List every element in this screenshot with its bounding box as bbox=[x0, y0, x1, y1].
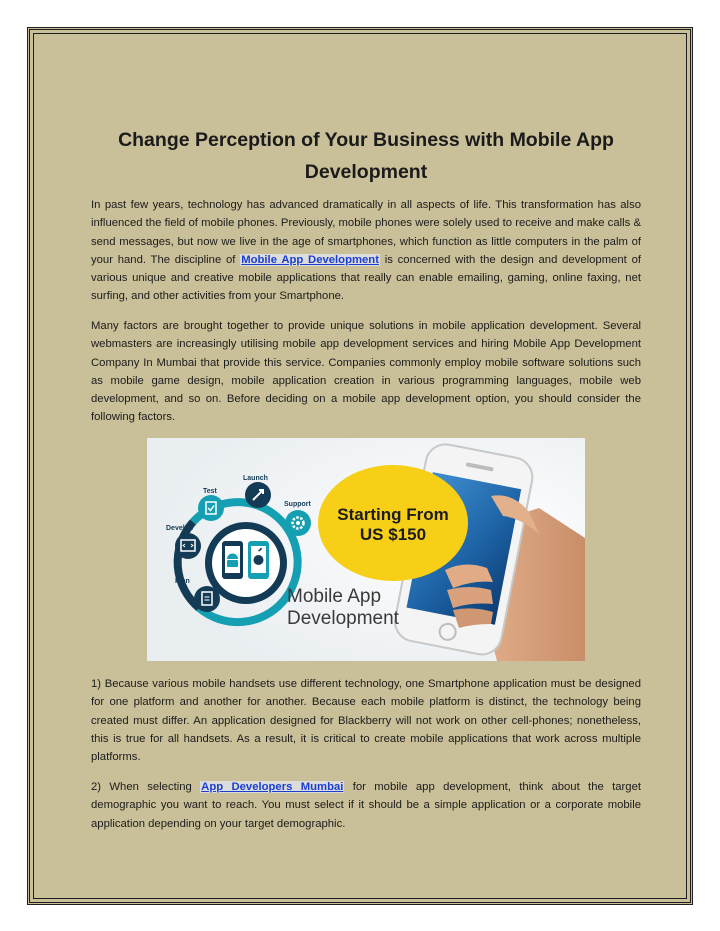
paragraph-text: for mobile app development, think about the target demographic you want to reach. You must select if it should be a simple application or a corporate mobile application depending on your target demographic. bbox=[91, 781, 641, 830]
mobile-app-development-banner bbox=[147, 438, 585, 661]
cycle-label-test: Test bbox=[203, 488, 217, 495]
paragraph-text: In past few years, technology has advanced dramatically in all aspects of life. This transformation has also influenced the field of mobile phones. Previously, mobile phones were solely used to receive and make calls & send messages, but now we live in the age of smartphones, which function as little computers in the palm of your hand. The discipline of bbox=[91, 199, 641, 266]
paragraph-platforms: 1) Because various mobile handsets use different technology, one Smartphone application must be designed for one platform and another for another. Because each mobile platform is distinct, the technology being created must differ. An application designed for Blackberry will not work on other cell-phones; nonetheless, this is true for all handsets. As a result, it is critical to create mobile applications that work across multiple platforms. bbox=[91, 678, 641, 764]
cycle-label-plan: Plan bbox=[175, 578, 190, 585]
mobile-app-development-link[interactable]: Mobile App Development bbox=[241, 253, 379, 266]
cycle-label-support: Support bbox=[284, 501, 311, 508]
gear-icon bbox=[285, 510, 311, 536]
apple-icon bbox=[248, 541, 269, 579]
checklist-icon bbox=[198, 495, 224, 521]
cycle-label-develop: Develop bbox=[166, 525, 194, 532]
paragraph-text: 2) When selecting bbox=[91, 781, 201, 793]
document-title: Change Perception of Your Business with Mobile App Development bbox=[118, 129, 614, 183]
paragraph-intro bbox=[91, 196, 641, 306]
badge-line-1: Starting From bbox=[337, 505, 449, 524]
banner-caption-line-1: Mobile App bbox=[287, 586, 382, 607]
app-developers-mumbai-link[interactable]: App Developers Mumbai bbox=[201, 781, 344, 793]
banner-caption-line-2: Development bbox=[287, 608, 399, 629]
paragraph-factors: Many factors are brought together to provide unique solutions in mobile application development. Several webmasters are increasingly utilising mobile app development services and hiring Mobile App Development Company In Mumbai that provide this service. Companies commonly employ mobile software solutions such as mobile game design, mobile application creation in various programming languages, mobile web development, and so on. Before deciding on a mobile app development option, you should consider the following factors. bbox=[91, 320, 641, 424]
badge-line-2: US $150 bbox=[359, 525, 427, 544]
rocket-icon bbox=[245, 482, 271, 508]
android-icon bbox=[222, 541, 243, 579]
paragraph-demographic bbox=[91, 778, 641, 833]
cycle-label-launch: Launch bbox=[243, 475, 268, 482]
page-border bbox=[33, 33, 687, 899]
price-badge bbox=[318, 465, 468, 581]
paragraph-text: is concerned with the design and development of various unique and creative mobile applications that really can enable emailing, gaming, online faxing, net surfing, and other activities from your Smartphone. bbox=[91, 253, 641, 303]
clipboard-icon bbox=[194, 586, 220, 612]
code-window-icon bbox=[175, 533, 201, 559]
document-page bbox=[27, 27, 693, 905]
